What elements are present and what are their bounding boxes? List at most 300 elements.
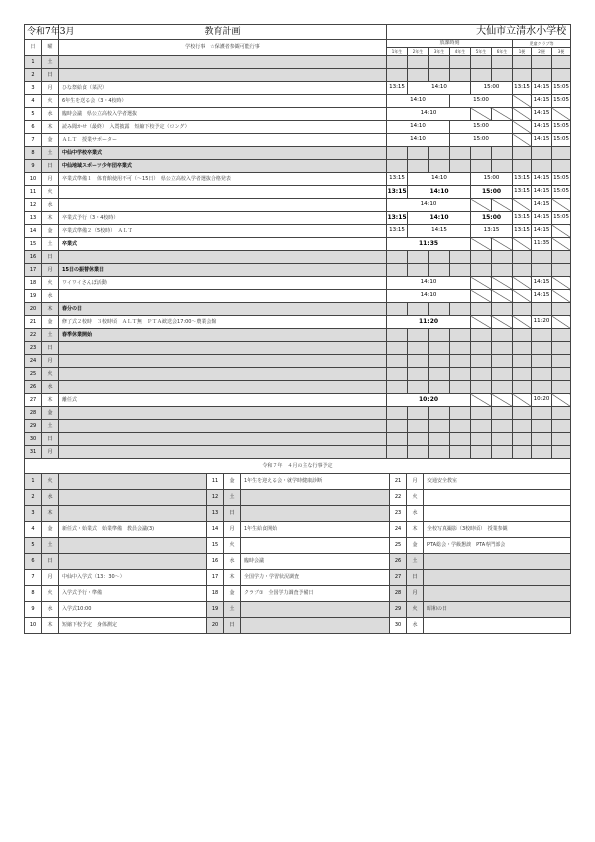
blank-cell bbox=[552, 368, 571, 381]
day-row bbox=[25, 212, 571, 225]
club-time: 13:15 bbox=[513, 82, 532, 95]
april-day: 26 bbox=[390, 554, 407, 570]
day-row bbox=[25, 355, 571, 368]
blank-cell bbox=[492, 355, 513, 368]
blank-cell bbox=[450, 264, 471, 277]
blank-cell bbox=[387, 56, 408, 69]
event-text bbox=[59, 381, 387, 394]
event-text: 15日の振替休業日 bbox=[59, 264, 387, 277]
blank-cell bbox=[492, 433, 513, 446]
weekday: 月 bbox=[42, 446, 59, 459]
april-day: 19 bbox=[207, 602, 224, 618]
april-day: 6 bbox=[25, 554, 42, 570]
april-day: 17 bbox=[207, 570, 224, 586]
blank-cell bbox=[492, 329, 513, 342]
blank-cell bbox=[429, 407, 450, 420]
slash-cell bbox=[513, 394, 532, 407]
blank-cell bbox=[513, 329, 532, 342]
april-day: 2 bbox=[25, 490, 42, 506]
day-number: 28 bbox=[25, 407, 42, 420]
april-day: 16 bbox=[207, 554, 224, 570]
event-text bbox=[59, 199, 387, 212]
day-number: 5 bbox=[25, 108, 42, 121]
april-day: 27 bbox=[390, 570, 407, 586]
april-weekday: 土 bbox=[42, 538, 59, 554]
weekday: 水 bbox=[42, 381, 59, 394]
day-number: 4 bbox=[25, 95, 42, 108]
april-row bbox=[25, 586, 571, 602]
col-grade-6: 6年生 bbox=[492, 48, 513, 56]
april-weekday: 月 bbox=[407, 474, 424, 490]
april-weekday: 土 bbox=[407, 554, 424, 570]
april-day: 22 bbox=[390, 490, 407, 506]
dismissal-time: 13:15 bbox=[387, 225, 408, 238]
blank-cell bbox=[532, 355, 552, 368]
club-time: 14:15 bbox=[532, 134, 552, 147]
blank-cell bbox=[532, 446, 552, 459]
slash-cell bbox=[513, 238, 532, 251]
april-event: 短縮下校予定 身体測定 bbox=[59, 618, 207, 634]
blank-cell bbox=[513, 147, 532, 160]
club-time: 15:05 bbox=[552, 186, 571, 199]
dismissal-time: 14:10 bbox=[387, 277, 471, 290]
april-weekday: 木 bbox=[42, 506, 59, 522]
april-event bbox=[424, 506, 571, 522]
club-time: 14:15 bbox=[532, 186, 552, 199]
blank-cell bbox=[492, 147, 513, 160]
weekday: 木 bbox=[42, 303, 59, 316]
april-weekday: 火 bbox=[407, 490, 424, 506]
dismissal-time: 13:15 bbox=[387, 186, 408, 199]
blank-cell bbox=[450, 147, 471, 160]
april-event bbox=[59, 474, 207, 490]
blank-cell bbox=[513, 160, 532, 173]
blank-cell bbox=[429, 368, 450, 381]
april-day: 28 bbox=[390, 586, 407, 602]
blank-cell bbox=[471, 381, 492, 394]
blank-cell bbox=[471, 368, 492, 381]
weekday: 火 bbox=[42, 368, 59, 381]
dismissal-time: 13:15 bbox=[387, 173, 408, 186]
club-time: 10:20 bbox=[532, 394, 552, 407]
day-row bbox=[25, 69, 571, 82]
blank-cell bbox=[532, 342, 552, 355]
blank-cell bbox=[450, 251, 471, 264]
day-number: 19 bbox=[25, 290, 42, 303]
day-row bbox=[25, 264, 571, 277]
slash-cell bbox=[513, 95, 532, 108]
blank-cell bbox=[513, 251, 532, 264]
day-row bbox=[25, 433, 571, 446]
weekday: 日 bbox=[42, 342, 59, 355]
dismissal-time: 11:20 bbox=[387, 316, 471, 329]
blank-cell bbox=[387, 420, 408, 433]
april-day: 3 bbox=[25, 506, 42, 522]
slash-cell bbox=[513, 277, 532, 290]
dismissal-time: 14:10 bbox=[387, 121, 450, 134]
april-row bbox=[25, 538, 571, 554]
col-grade-2: 2年生 bbox=[408, 48, 429, 56]
slash-cell bbox=[513, 316, 532, 329]
blank-cell bbox=[471, 69, 492, 82]
slash-cell bbox=[552, 394, 571, 407]
weekday: 火 bbox=[42, 186, 59, 199]
blank-cell bbox=[408, 368, 429, 381]
day-row bbox=[25, 199, 571, 212]
weekday: 木 bbox=[42, 394, 59, 407]
col-events: 学校行事 ☆保護者参観可能行事 bbox=[59, 40, 387, 56]
event-text: ひな祭給食（菜沢） bbox=[59, 82, 387, 95]
blank-cell bbox=[387, 303, 408, 316]
dismissal-time: 15:00 bbox=[450, 134, 513, 147]
blank-cell bbox=[552, 407, 571, 420]
april-weekday: 水 bbox=[407, 618, 424, 634]
col-club-2: 2便 bbox=[532, 48, 552, 56]
blank-cell bbox=[532, 69, 552, 82]
weekday: 木 bbox=[42, 121, 59, 134]
blank-cell bbox=[492, 420, 513, 433]
slash-cell bbox=[492, 108, 513, 121]
club-time: 15:05 bbox=[552, 173, 571, 186]
blank-cell bbox=[492, 368, 513, 381]
blank-cell bbox=[471, 147, 492, 160]
blank-cell bbox=[429, 251, 450, 264]
blank-cell bbox=[513, 342, 532, 355]
club-time: 14:15 bbox=[532, 82, 552, 95]
april-weekday: 日 bbox=[42, 554, 59, 570]
april-weekday: 水 bbox=[224, 554, 241, 570]
april-event: 1年生給食開始 bbox=[241, 522, 390, 538]
blank-cell bbox=[471, 420, 492, 433]
blank-cell bbox=[387, 446, 408, 459]
blank-cell bbox=[513, 69, 532, 82]
blank-cell bbox=[429, 69, 450, 82]
club-time: 14:15 bbox=[532, 173, 552, 186]
april-weekday: 木 bbox=[42, 618, 59, 634]
blank-cell bbox=[532, 160, 552, 173]
slash-cell bbox=[513, 199, 532, 212]
dismissal-time: 14:10 bbox=[408, 82, 471, 95]
april-day: 29 bbox=[390, 602, 407, 618]
april-row bbox=[25, 474, 571, 490]
april-day: 4 bbox=[25, 522, 42, 538]
blank-cell bbox=[429, 446, 450, 459]
april-weekday: 金 bbox=[224, 586, 241, 602]
april-weekday: 土 bbox=[224, 602, 241, 618]
blank-cell bbox=[387, 433, 408, 446]
blank-cell bbox=[532, 329, 552, 342]
dismissal-time: 15:00 bbox=[471, 186, 513, 199]
blank-cell bbox=[471, 342, 492, 355]
weekday: 月 bbox=[42, 264, 59, 277]
day-number: 12 bbox=[25, 199, 42, 212]
event-text: 中仙中学校卒業式 bbox=[59, 147, 387, 160]
slash-cell bbox=[492, 238, 513, 251]
april-day: 14 bbox=[207, 522, 224, 538]
day-row bbox=[25, 381, 571, 394]
blank-cell bbox=[429, 147, 450, 160]
blank-cell bbox=[387, 381, 408, 394]
blank-cell bbox=[471, 407, 492, 420]
slash-cell bbox=[552, 108, 571, 121]
april-weekday: 木 bbox=[407, 522, 424, 538]
day-row bbox=[25, 173, 571, 186]
club-time: 13:15 bbox=[513, 186, 532, 199]
event-text: ワイワイさんぽ活動 bbox=[59, 277, 387, 290]
blank-cell bbox=[471, 251, 492, 264]
day-number: 10 bbox=[25, 173, 42, 186]
day-number: 11 bbox=[25, 186, 42, 199]
blank-cell bbox=[429, 433, 450, 446]
slash-cell bbox=[552, 225, 571, 238]
weekday: 土 bbox=[42, 329, 59, 342]
dismissal-time: 14:10 bbox=[408, 173, 471, 186]
blank-cell bbox=[429, 56, 450, 69]
april-event bbox=[424, 586, 571, 602]
weekday: 月 bbox=[42, 355, 59, 368]
event-text: 読み聞かせ（最終） 入賞披露 短縮下校予定（ロング） bbox=[59, 121, 387, 134]
april-weekday: 日 bbox=[224, 506, 241, 522]
blank-cell bbox=[513, 56, 532, 69]
blank-cell bbox=[513, 355, 532, 368]
weekday: 土 bbox=[42, 420, 59, 433]
blank-cell bbox=[408, 342, 429, 355]
blank-cell bbox=[513, 407, 532, 420]
slash-cell bbox=[471, 316, 492, 329]
club-time: 14:15 bbox=[532, 225, 552, 238]
april-event bbox=[59, 554, 207, 570]
april-weekday: 土 bbox=[224, 490, 241, 506]
blank-cell bbox=[408, 147, 429, 160]
blank-cell bbox=[408, 433, 429, 446]
slash-cell bbox=[471, 277, 492, 290]
weekday: 木 bbox=[42, 212, 59, 225]
event-text: 離任式 bbox=[59, 394, 387, 407]
slash-cell bbox=[513, 121, 532, 134]
weekday: 火 bbox=[42, 277, 59, 290]
day-row bbox=[25, 303, 571, 316]
weekday: 金 bbox=[42, 134, 59, 147]
club-time: 14:15 bbox=[532, 199, 552, 212]
day-number: 30 bbox=[25, 433, 42, 446]
col-grade-4: 4年生 bbox=[450, 48, 471, 56]
day-number: 3 bbox=[25, 82, 42, 95]
club-time: 13:15 bbox=[513, 173, 532, 186]
april-title-row bbox=[25, 459, 571, 474]
slash-cell bbox=[471, 394, 492, 407]
day-number: 2 bbox=[25, 69, 42, 82]
blank-cell bbox=[429, 329, 450, 342]
blank-cell bbox=[450, 433, 471, 446]
april-event bbox=[424, 490, 571, 506]
event-text bbox=[59, 56, 387, 69]
day-row bbox=[25, 446, 571, 459]
event-text: ＡＬＴ 授業サポーター bbox=[59, 134, 387, 147]
event-text: 卒業式予行（3・4校時） bbox=[59, 212, 387, 225]
club-time: 14:15 bbox=[532, 121, 552, 134]
april-weekday: 金 bbox=[407, 538, 424, 554]
col-weekday: 曜 bbox=[42, 40, 59, 56]
blank-cell bbox=[450, 381, 471, 394]
doc-title: 教育計画 bbox=[59, 25, 387, 40]
event-text: 中仙地域スポーツ少年団卒業式 bbox=[59, 160, 387, 173]
day-row bbox=[25, 368, 571, 381]
blank-cell bbox=[471, 303, 492, 316]
club-time: 15:05 bbox=[552, 121, 571, 134]
dismissal-time: 13:15 bbox=[387, 212, 408, 225]
slash-cell bbox=[471, 290, 492, 303]
blank-cell bbox=[408, 381, 429, 394]
blank-cell bbox=[513, 303, 532, 316]
club-time: 14:15 bbox=[532, 212, 552, 225]
blank-cell bbox=[532, 368, 552, 381]
blank-cell bbox=[532, 433, 552, 446]
dismissal-time: 14:10 bbox=[387, 134, 450, 147]
dismissal-time: 14:10 bbox=[408, 186, 471, 199]
blank-cell bbox=[408, 56, 429, 69]
april-weekday: 火 bbox=[224, 538, 241, 554]
event-text: 卒業式準備１ 体育館使用不可（～15日） 県公立高校入学者選抜合格発表 bbox=[59, 173, 387, 186]
day-number: 6 bbox=[25, 121, 42, 134]
blank-cell bbox=[513, 264, 532, 277]
april-event: 臨時会議 bbox=[241, 554, 390, 570]
blank-cell bbox=[492, 303, 513, 316]
blank-cell bbox=[450, 407, 471, 420]
weekday: 日 bbox=[42, 433, 59, 446]
slash-cell bbox=[492, 394, 513, 407]
event-text: 卒業式 bbox=[59, 238, 387, 251]
blank-cell bbox=[387, 69, 408, 82]
blank-cell bbox=[552, 56, 571, 69]
club-time: 15:05 bbox=[552, 82, 571, 95]
april-day: 5 bbox=[25, 538, 42, 554]
april-weekday: 月 bbox=[407, 586, 424, 602]
day-row bbox=[25, 329, 571, 342]
day-number: 17 bbox=[25, 264, 42, 277]
day-number: 24 bbox=[25, 355, 42, 368]
weekday: 水 bbox=[42, 199, 59, 212]
blank-cell bbox=[552, 251, 571, 264]
day-row bbox=[25, 251, 571, 264]
day-number: 26 bbox=[25, 381, 42, 394]
april-weekday: 水 bbox=[42, 602, 59, 618]
weekday: 水 bbox=[42, 290, 59, 303]
blank-cell bbox=[408, 264, 429, 277]
blank-cell bbox=[387, 329, 408, 342]
blank-cell bbox=[492, 446, 513, 459]
april-event bbox=[59, 506, 207, 522]
april-event bbox=[241, 602, 390, 618]
event-text bbox=[59, 355, 387, 368]
april-event: 全国学力・学習状況調査 bbox=[241, 570, 390, 586]
april-day: 15 bbox=[207, 538, 224, 554]
slash-cell bbox=[552, 290, 571, 303]
blank-cell bbox=[387, 147, 408, 160]
april-weekday: 月 bbox=[42, 570, 59, 586]
april-event bbox=[59, 490, 207, 506]
weekday: 月 bbox=[42, 82, 59, 95]
day-number: 22 bbox=[25, 329, 42, 342]
day-number: 23 bbox=[25, 342, 42, 355]
april-day: 25 bbox=[390, 538, 407, 554]
blank-cell bbox=[450, 160, 471, 173]
blank-cell bbox=[450, 329, 471, 342]
blank-cell bbox=[471, 446, 492, 459]
day-row bbox=[25, 95, 571, 108]
blank-cell bbox=[408, 355, 429, 368]
april-day: 13 bbox=[207, 506, 224, 522]
slash-cell bbox=[492, 290, 513, 303]
april-day: 10 bbox=[25, 618, 42, 634]
blank-cell bbox=[513, 446, 532, 459]
dismissal-time: 14:10 bbox=[387, 95, 450, 108]
blank-cell bbox=[387, 264, 408, 277]
april-day: 23 bbox=[390, 506, 407, 522]
column-header-row bbox=[25, 40, 571, 48]
april-day: 20 bbox=[207, 618, 224, 634]
april-event bbox=[59, 538, 207, 554]
day-row bbox=[25, 147, 571, 160]
blank-cell bbox=[532, 407, 552, 420]
blank-cell bbox=[450, 420, 471, 433]
april-row bbox=[25, 570, 571, 586]
weekday: 日 bbox=[42, 160, 59, 173]
day-number: 31 bbox=[25, 446, 42, 459]
april-weekday: 火 bbox=[42, 586, 59, 602]
blank-cell bbox=[552, 69, 571, 82]
blank-cell bbox=[532, 147, 552, 160]
slash-cell bbox=[471, 238, 492, 251]
april-row bbox=[25, 554, 571, 570]
weekday: 金 bbox=[42, 225, 59, 238]
blank-cell bbox=[532, 251, 552, 264]
slash-cell bbox=[492, 277, 513, 290]
weekday: 日 bbox=[42, 69, 59, 82]
day-number: 14 bbox=[25, 225, 42, 238]
blank-cell bbox=[513, 381, 532, 394]
weekday: 日 bbox=[42, 251, 59, 264]
blank-cell bbox=[450, 368, 471, 381]
day-number: 27 bbox=[25, 394, 42, 407]
day-number: 16 bbox=[25, 251, 42, 264]
day-number: 15 bbox=[25, 238, 42, 251]
club-time: 14:15 bbox=[532, 277, 552, 290]
blank-cell bbox=[471, 264, 492, 277]
dismissal-time: 10:20 bbox=[387, 394, 471, 407]
april-title: 令和７年 ４月の主な行事予定 bbox=[25, 459, 571, 474]
blank-cell bbox=[552, 329, 571, 342]
event-text bbox=[59, 69, 387, 82]
weekday: 土 bbox=[42, 147, 59, 160]
april-weekday: 日 bbox=[407, 570, 424, 586]
weekday: 土 bbox=[42, 238, 59, 251]
event-text bbox=[59, 420, 387, 433]
club-time: 15:05 bbox=[552, 134, 571, 147]
dismissal-time: 14:15 bbox=[408, 225, 471, 238]
blank-cell bbox=[492, 264, 513, 277]
blank-cell bbox=[387, 342, 408, 355]
april-row bbox=[25, 506, 571, 522]
weekday: 火 bbox=[42, 95, 59, 108]
club-time: 13:15 bbox=[513, 225, 532, 238]
blank-cell bbox=[408, 407, 429, 420]
day-number: 13 bbox=[25, 212, 42, 225]
april-day: 24 bbox=[390, 522, 407, 538]
blank-cell bbox=[450, 355, 471, 368]
blank-cell bbox=[429, 381, 450, 394]
col-grade-5: 5年生 bbox=[471, 48, 492, 56]
dismissal-time: 13:15 bbox=[387, 82, 408, 95]
